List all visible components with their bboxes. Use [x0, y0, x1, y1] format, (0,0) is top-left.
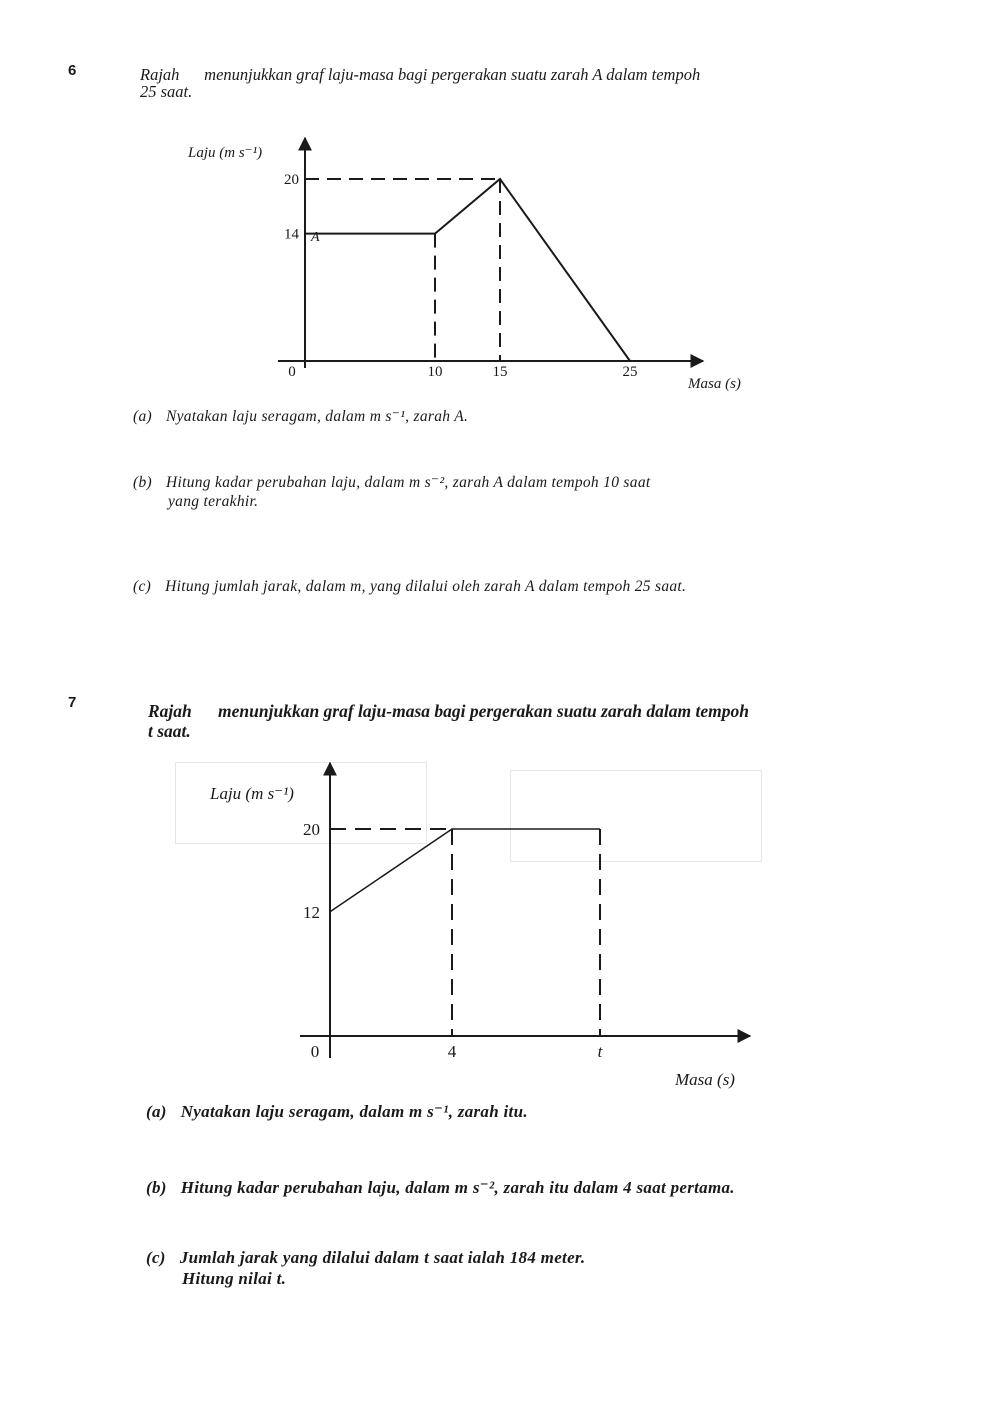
- x-tick-label: 25: [622, 364, 638, 380]
- y-tick-label: 20: [303, 820, 320, 839]
- part-c-text: Hitung jumlah jarak, dalam m, yang dilalui oleh zarah A dalam tempoh 25 saat.: [165, 578, 687, 595]
- y-tick-label: 20: [284, 172, 299, 188]
- question-stem-line-2: 25 saat.: [140, 82, 193, 101]
- y-tick-label: 12: [303, 902, 320, 922]
- y-tick-label: 14: [284, 226, 299, 243]
- part-b-continued: yang terakhir.: [168, 493, 259, 510]
- part-b-text: Hitung kadar perubahan laju, dalam m s⁻², zarah A dalam tempoh 10 saat: [165, 474, 651, 491]
- part-c-label: (c): [133, 578, 152, 595]
- x-tick-label: 0: [288, 364, 296, 380]
- x-axis-label: Masa (s): [675, 1070, 735, 1089]
- part-a-label: (a): [133, 408, 152, 425]
- question-number: 7: [68, 694, 77, 711]
- part-a-text: Nyatakan laju seragam, dalam m s⁻¹, zarah A.: [165, 408, 469, 425]
- x-tick-label: 4: [447, 1042, 457, 1061]
- part-c-label: (c): [146, 1248, 166, 1267]
- point-label-a: A: [311, 230, 320, 245]
- part-a-label: (a): [146, 1102, 167, 1121]
- part-a: [146, 1103, 528, 1120]
- x-tick-label: 15: [492, 364, 508, 380]
- x-tick-label: t: [597, 1042, 603, 1061]
- part-b-label: (b): [146, 1178, 167, 1197]
- question-stem-line-1: Rajah menunjukkan graf laju-masa bagi pergerakan suatu zarah dalam tempoh: [148, 701, 749, 721]
- part-b-text: Hitung kadar perubahan laju, dalam m s⁻², zarah itu dalam 4 saat pertama.: [180, 1178, 735, 1197]
- speed-line: [330, 829, 600, 912]
- part-a-text: Nyatakan laju seragam, dalam m s⁻¹, zarah itu.: [180, 1102, 528, 1121]
- part-b: [146, 1179, 735, 1196]
- x-tick-label: 10: [427, 364, 443, 380]
- x-axis-label: Masa (s): [688, 376, 741, 392]
- question-stem-line-1: Rajah menunjukkan graf laju-masa bagi pergerakan suatu zarah A dalam tempoh: [140, 65, 701, 84]
- y-axis-label: Laju (m s⁻¹): [210, 784, 294, 803]
- x-tick-label: 0: [310, 1042, 320, 1061]
- part-c-text: Jumlah jarak yang dilalui dalam t saat ialah 184 meter.: [179, 1248, 586, 1267]
- y-axis-label: Laju (m s⁻¹): [188, 145, 263, 161]
- part-c: [146, 1249, 585, 1266]
- question-number: 6: [68, 62, 77, 79]
- question-stem-line-2: t saat.: [148, 721, 191, 741]
- part-b-label: (b): [133, 474, 152, 491]
- part-c-continued: Hitung nilai t.: [182, 1269, 287, 1288]
